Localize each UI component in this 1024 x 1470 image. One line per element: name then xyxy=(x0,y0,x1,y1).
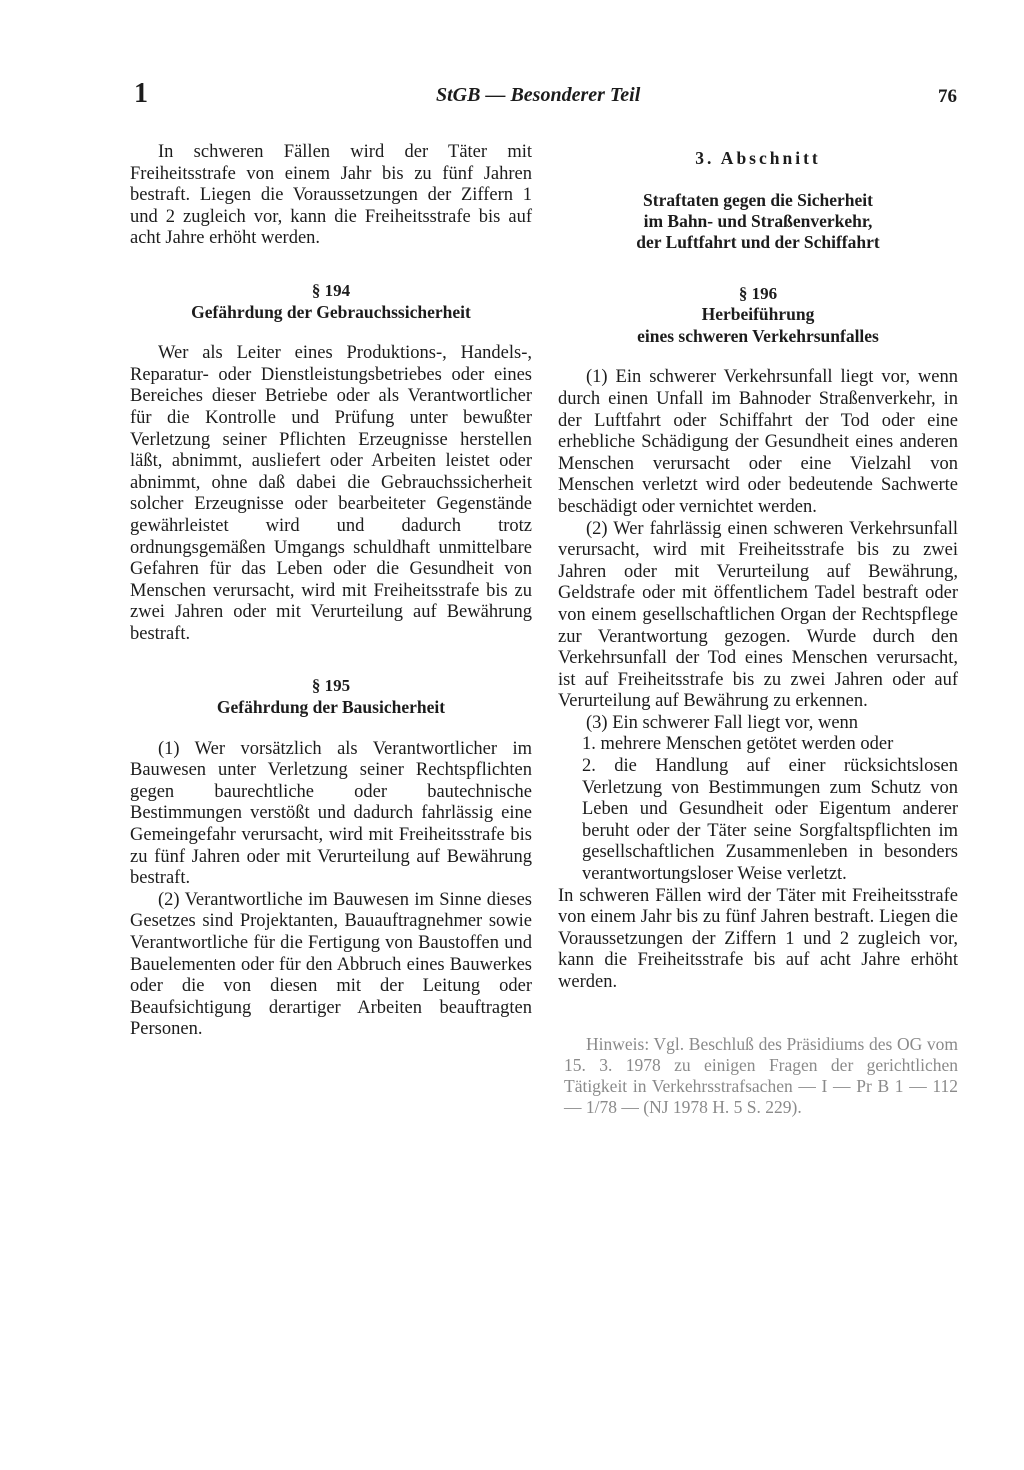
chapter-subtitle xyxy=(558,190,958,253)
intro-paragraph: In schweren Fällen wird der Täter mit Freiheitsstrafe von einem Jahr bis zu fünf Jahren bestraft. Liegen die Voraussetzungen der Ziffern 1 und 2 zugleich vor, kann die Freiheitsstrafe bis auf acht Jahre erhöht werden. xyxy=(130,142,532,249)
section-195-number: § 195 xyxy=(311,676,351,696)
reference-note: Hinweis: Vgl. Beschluß des Präsidiums des OG vom 15. 3. 1978 zu einigen Fragen der gerichtlichen Tätigkeit in Verkehrsstrafsachen — I — Pr B 1 — 112 — 1/78 — (NJ 1978 H. 5 S. 229). xyxy=(564,1033,958,1117)
chapter-subtitle-line2: im Bahn- und Straßenverkehr, xyxy=(643,210,873,231)
chapter-title: 3. Abschnitt xyxy=(695,148,821,168)
section-196-para1: (1) Ein schwerer Verkehrsunfall liegt vor, wenn durch einen Unfall im Bahnoder Straßenverkehr, in der Luftfahrt oder Schiffahrt der Tod oder eine erhebliche Schädigung der Gesundheit eines anderen Menschen verursacht oder eine Vielzahl von Menschen verletzt wird oder bedeutende Sachwerte beschädigt oder vernichtet werden. xyxy=(558,367,958,517)
section-194-title: Gefährdung der Gebrauchssicherheit xyxy=(191,301,471,322)
left-column xyxy=(130,142,532,1041)
page-number: 76 xyxy=(938,86,957,107)
section-194-text: Wer als Leiter eines Produktions-, Handels-, Reparatur- oder Dienstleistungsbetriebes oder eines Bereiches dieser Betriebe oder als Verantwortlicher für die Kontrolle und Prüfung unter bewußter Verletzung seiner Pflichten Erzeugnisse herstellen läßt, abnimmt, ausliefert oder Arbeiten leistet oder abnimmt, ohne daß dabei die Gebrauchssicherheit solcher Erzeugnisse oder bearbeiteter Gegenstände gewährleistet wird und dadurch trotz ordnungsgemäßen Umgangs schuldhaft unmittelbare Gefahren für das Leben oder die Gesundheit von Menschen verursacht, wird mit Freiheitsstrafe bis zu zwei Jahren oder mit Verurteilung auf Bewährung bestraft. xyxy=(130,343,532,644)
section-195-title: Gefährdung der Bausicherheit xyxy=(216,697,446,718)
chapter-subtitle-line3: der Luftfahrt und der Schiffahrt xyxy=(636,231,880,252)
page-header xyxy=(0,78,1024,118)
section-195-para1: (1) Wer vorsätzlich als Verantwortlicher im Bauwesen unter Verletzung seiner Rechtspflichten gegen baurechtliche oder bautechnische Bestimmungen verstößt und dadurch fahrlässig eine Gemeingefahr verursacht, wird mit Freiheitsstrafe bis zu fünf Jahren oder mit Verurteilung auf Bewährung bestraft. xyxy=(130,738,532,889)
section-196-item2: 2. die Handlung auf einer rücksichtslosen Verletzung von Bestimmungen zum Schutz von Leben und Gesundheit oder Eigentum anderer beruht oder der Täter seine Sorgfaltspflichten im gesellschaftlichen Zusammenleben in besonders verantwortungsloser Weise verletzt. xyxy=(582,756,958,885)
section-196-number: § 196 xyxy=(738,283,778,303)
section-196-title-line2: eines schweren Verkehrsunfalles xyxy=(637,325,879,346)
section-196-para3-intro: (3) Ein schwerer Fall liegt vor, wenn xyxy=(586,712,859,733)
section-194-number: § 194 xyxy=(311,280,351,300)
right-column xyxy=(558,142,958,1118)
chapter-number: 1 xyxy=(134,78,148,109)
chapter-subtitle-line1: Straftaten gegen die Sicherheit xyxy=(643,189,873,210)
section-196-closing: In schweren Fällen wird der Täter mit Freiheitsstrafe von einem Jahr bis zu fünf Jahren bestraft. Liegen die Voraussetzungen der Ziffern 1 und 2 zugleich vor, kann die Freiheitsstrafe bis auf acht Jahre erhöht werden. xyxy=(558,885,958,992)
section-196-item1: 1. mehrere Menschen getötet werden oder xyxy=(582,734,894,755)
section-196-para2: (2) Wer fahrlässig einen schweren Verkehrsunfall verursacht, wird mit Freiheitsstrafe bis zu zwei Jahren oder mit Verurteilung auf Bewährung, Geldstrafe oder mit öffentlichem Tadel bestraft oder von einem gesellschaftlichen Organ der Rechtspflege zur Verantwortung gezogen. Wurde durch den Verkehrsunfall der Tod eines Menschen verursacht, ist auf Freiheitsstrafe bis zu zwei Jahren oder auf Verurteilung auf Bewährung zu erkennen. xyxy=(558,518,958,712)
section-196-title-line1: Herbeiführung xyxy=(701,304,815,325)
running-title: StGB — Besonderer Teil xyxy=(436,84,641,106)
section-195-para2: (2) Verantwortliche im Bauwesen im Sinne dieses Gesetzes sind Projektanten, Bauauftragnehmer sowie Verantwortliche für die Fertigung von Baustoffen und Bauelementen oder für den Abbruch eines Bauwerkes oder die von diesen mit der Leitung oder Beaufsichtigung derartiger Arbeiten beauftragten Personen. xyxy=(130,889,532,1040)
